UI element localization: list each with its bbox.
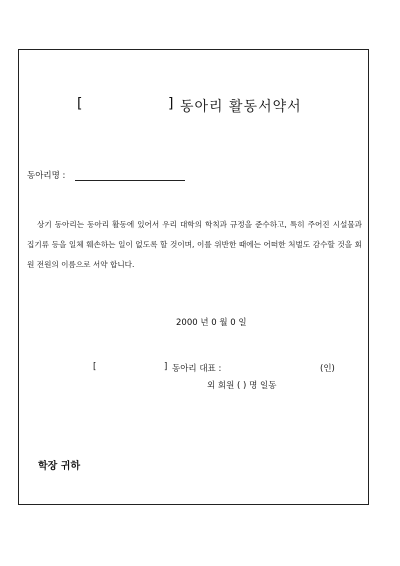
members-line: 외 회원 ( ) 명 일동 xyxy=(207,381,277,391)
seal-mark: (인) xyxy=(320,364,335,374)
document-title: 동아리 활동서약서 xyxy=(180,99,302,115)
club-name-label: 동아리명 : xyxy=(27,171,66,181)
signature-bracket-open: [ xyxy=(93,362,97,372)
pledge-paragraph: 상기 동아리는 동아리 활동에 있어서 우리 대학의 학칙과 규정을 준수하고, 특히 주어진 시설물과 집기류 등을 일체 훼손하는 일이 없도록 할 것이며, 이를 위반한 때에는 어떠한 처벌도 감수할 것을 회원 전원의 이름으로 서약 합니다. xyxy=(27,220,362,269)
title-bracket-open: [ xyxy=(77,96,84,112)
club-name-blank-line xyxy=(75,180,185,181)
date-line: 2000 년 0 월 0 일 xyxy=(176,318,247,328)
document-frame xyxy=(18,49,369,505)
title-bracket-close: ] xyxy=(168,96,175,112)
signature-bracket-close: ] xyxy=(164,362,168,372)
representative-label: 동아리 대표 : xyxy=(172,364,222,374)
addressee: 학장 귀하 xyxy=(38,461,81,472)
